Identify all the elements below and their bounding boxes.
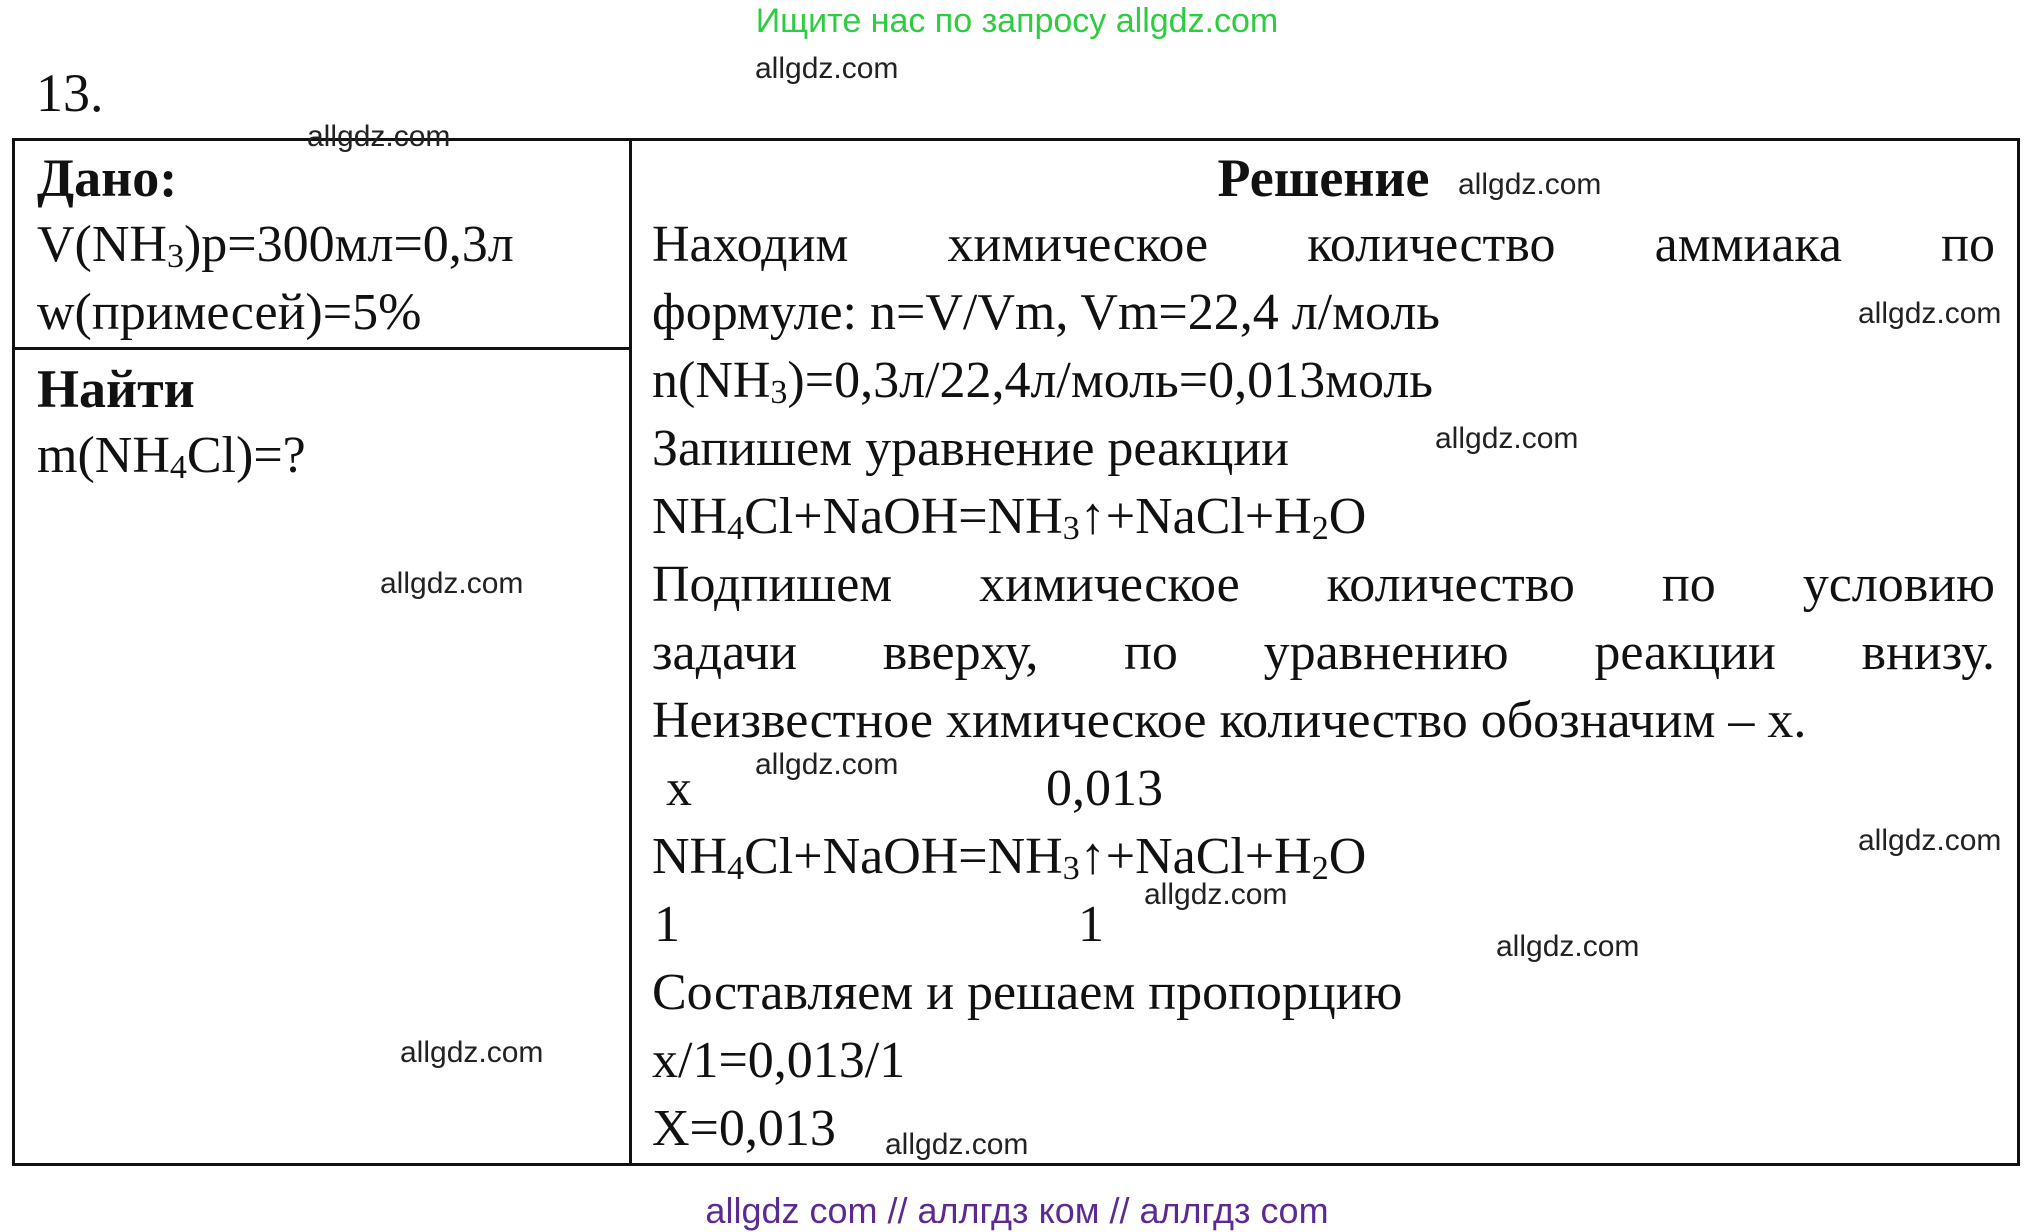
- solution-text: Неизвестное химическое количество обозначим – х.: [652, 692, 1807, 749]
- reaction-equation: $NH_4Cl+NaOH=NH_3↑+NaCl+H_2O$: [652, 828, 1367, 887]
- search-banner: Ищите нас по запросу allgdz.com: [755, 2, 1279, 40]
- watermark: allgdz.com: [885, 1128, 1029, 1161]
- solution-cell: [631, 140, 2019, 1165]
- cropped-text-fragment: [300, 36, 570, 50]
- amount-below-right: 1: [1078, 896, 1104, 953]
- solution-text: задачи вверху, по уравнению реакции внизу.: [652, 624, 1995, 681]
- reaction-equation: $NH_4Cl+NaOH=NH_3↑+NaCl+H_2O$: [652, 488, 1367, 547]
- amount-above-left: х: [666, 760, 692, 817]
- problem-table: [12, 138, 2020, 1166]
- amounts-below: [652, 891, 1995, 959]
- watermark: allgdz.com: [1435, 422, 1579, 455]
- watermark: allgdz.com: [755, 748, 899, 781]
- result: Х=0,013: [652, 1100, 836, 1157]
- given-cell: [14, 140, 631, 349]
- solution-text: Запишем уравнение реакции: [652, 420, 1289, 477]
- given-title: Дано:: [37, 148, 178, 208]
- find-mass: $m(NH_4Cl)=$?: [37, 427, 306, 486]
- footer-links: allgdz com // аллгдз ком // аллгдз com: [705, 1190, 1329, 1231]
- find-title: Найти: [37, 359, 195, 419]
- amount-above-right: 0,013: [1046, 760, 1163, 817]
- amount-below-left: 1: [654, 896, 680, 953]
- watermark: allgdz.com: [755, 52, 899, 85]
- solution-text: формуле: n=V/Vm, Vm=22,4 л/моль: [652, 284, 1440, 341]
- watermark: allgdz.com: [1858, 824, 2002, 857]
- solution-text: Составляем и решаем пропорцию: [652, 964, 1403, 1021]
- watermark: allgdz.com: [1858, 297, 2002, 330]
- watermark: allgdz.com: [400, 1036, 544, 1069]
- given-impurity: w(примесей)=5%: [37, 284, 422, 341]
- solution-title: Решение: [1217, 148, 1430, 208]
- watermark: allgdz.com: [1458, 168, 1602, 201]
- watermark: allgdz.com: [1496, 930, 1640, 963]
- given-volume: $V(NH_3)р=300мл=0,3л$: [37, 216, 514, 275]
- solution-text: Находим химическое количество аммиака по: [652, 216, 1995, 273]
- problem-number: 13.: [36, 63, 104, 123]
- solution-text: Подпишем химическое количество по условию: [652, 556, 1995, 613]
- proportion: х/1=0,013/1: [652, 1032, 906, 1089]
- watermark: allgdz.com: [380, 567, 524, 600]
- watermark: allgdz.com: [307, 120, 451, 153]
- solution-calc: $n(NH_3)=0,3л/22,4л/моль=0,013моль$: [652, 352, 1433, 411]
- watermark: allgdz.com: [1144, 878, 1288, 911]
